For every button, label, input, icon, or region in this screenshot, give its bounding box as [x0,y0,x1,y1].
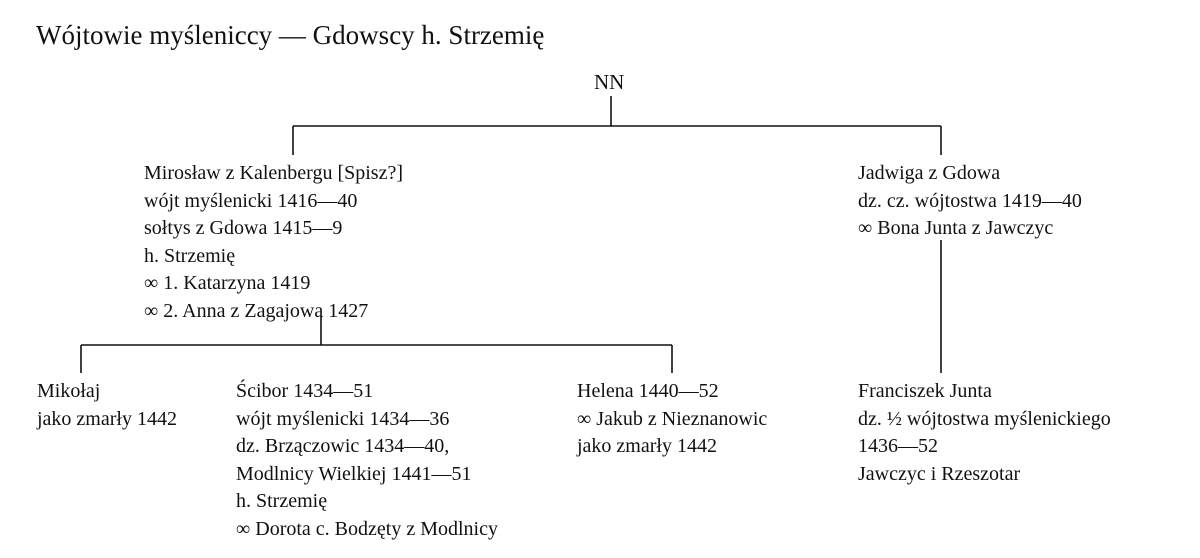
node-line: jako zmarły 1442 [37,407,177,430]
node-line: dz. ½ wójtostwa myślenickiego [858,407,1111,430]
node-jadwiga [858,160,1082,243]
node-line: Franciszek Junta [858,380,992,402]
node-line: ∞ 2. Anna z Zagajowa 1427 [144,299,369,322]
node-line: dz. cz. wójtostwa 1419—40 [858,189,1082,212]
node-line: Jadwiga z Gdowa [858,162,1001,184]
node-miroslaw [144,160,403,326]
node-line: dz. Brzączowic 1434—40, [236,435,450,458]
node-line: Ścibor 1434—51 [236,380,374,402]
node-scibor [236,378,498,544]
node-line: ∞ Dorota c. Bodzęty z Modlnicy [236,517,498,540]
diagram-title: Wójtowie myśleniccy — Gdowscy h. Strzemię [36,20,545,50]
node-line: ∞ Jakub z Nieznanowic [577,407,768,430]
node-line: wójt myślenicki 1434—36 [236,407,450,430]
node-line: Mikołaj [37,380,101,402]
node-helena [577,378,767,461]
node-line: Modlnicy Wielkiej 1441—51 [236,462,472,485]
node-line: 1436—52 [858,435,938,458]
node-line: h. Strzemię [236,490,328,513]
node-line: Mirosław z Kalenbergu [Spisz?] [144,162,404,184]
node-franciszek [858,378,1111,488]
root-node-nn: NN [594,70,625,94]
node-line: sołtys z Gdowa 1415—9 [144,217,343,240]
node-line: ∞ Bona Junta z Jawczyc [858,217,1054,240]
node-line: Jawczyc i Rzeszotar [858,462,1021,485]
node-line: wójt myślenicki 1416—40 [144,189,358,212]
node-line: h. Strzemię [144,244,236,267]
node-line: jako zmarły 1442 [577,435,717,458]
node-line: Helena 1440—52 [577,380,719,402]
node-line: ∞ 1. Katarzyna 1419 [144,272,311,295]
node-mikolaj [37,378,177,433]
